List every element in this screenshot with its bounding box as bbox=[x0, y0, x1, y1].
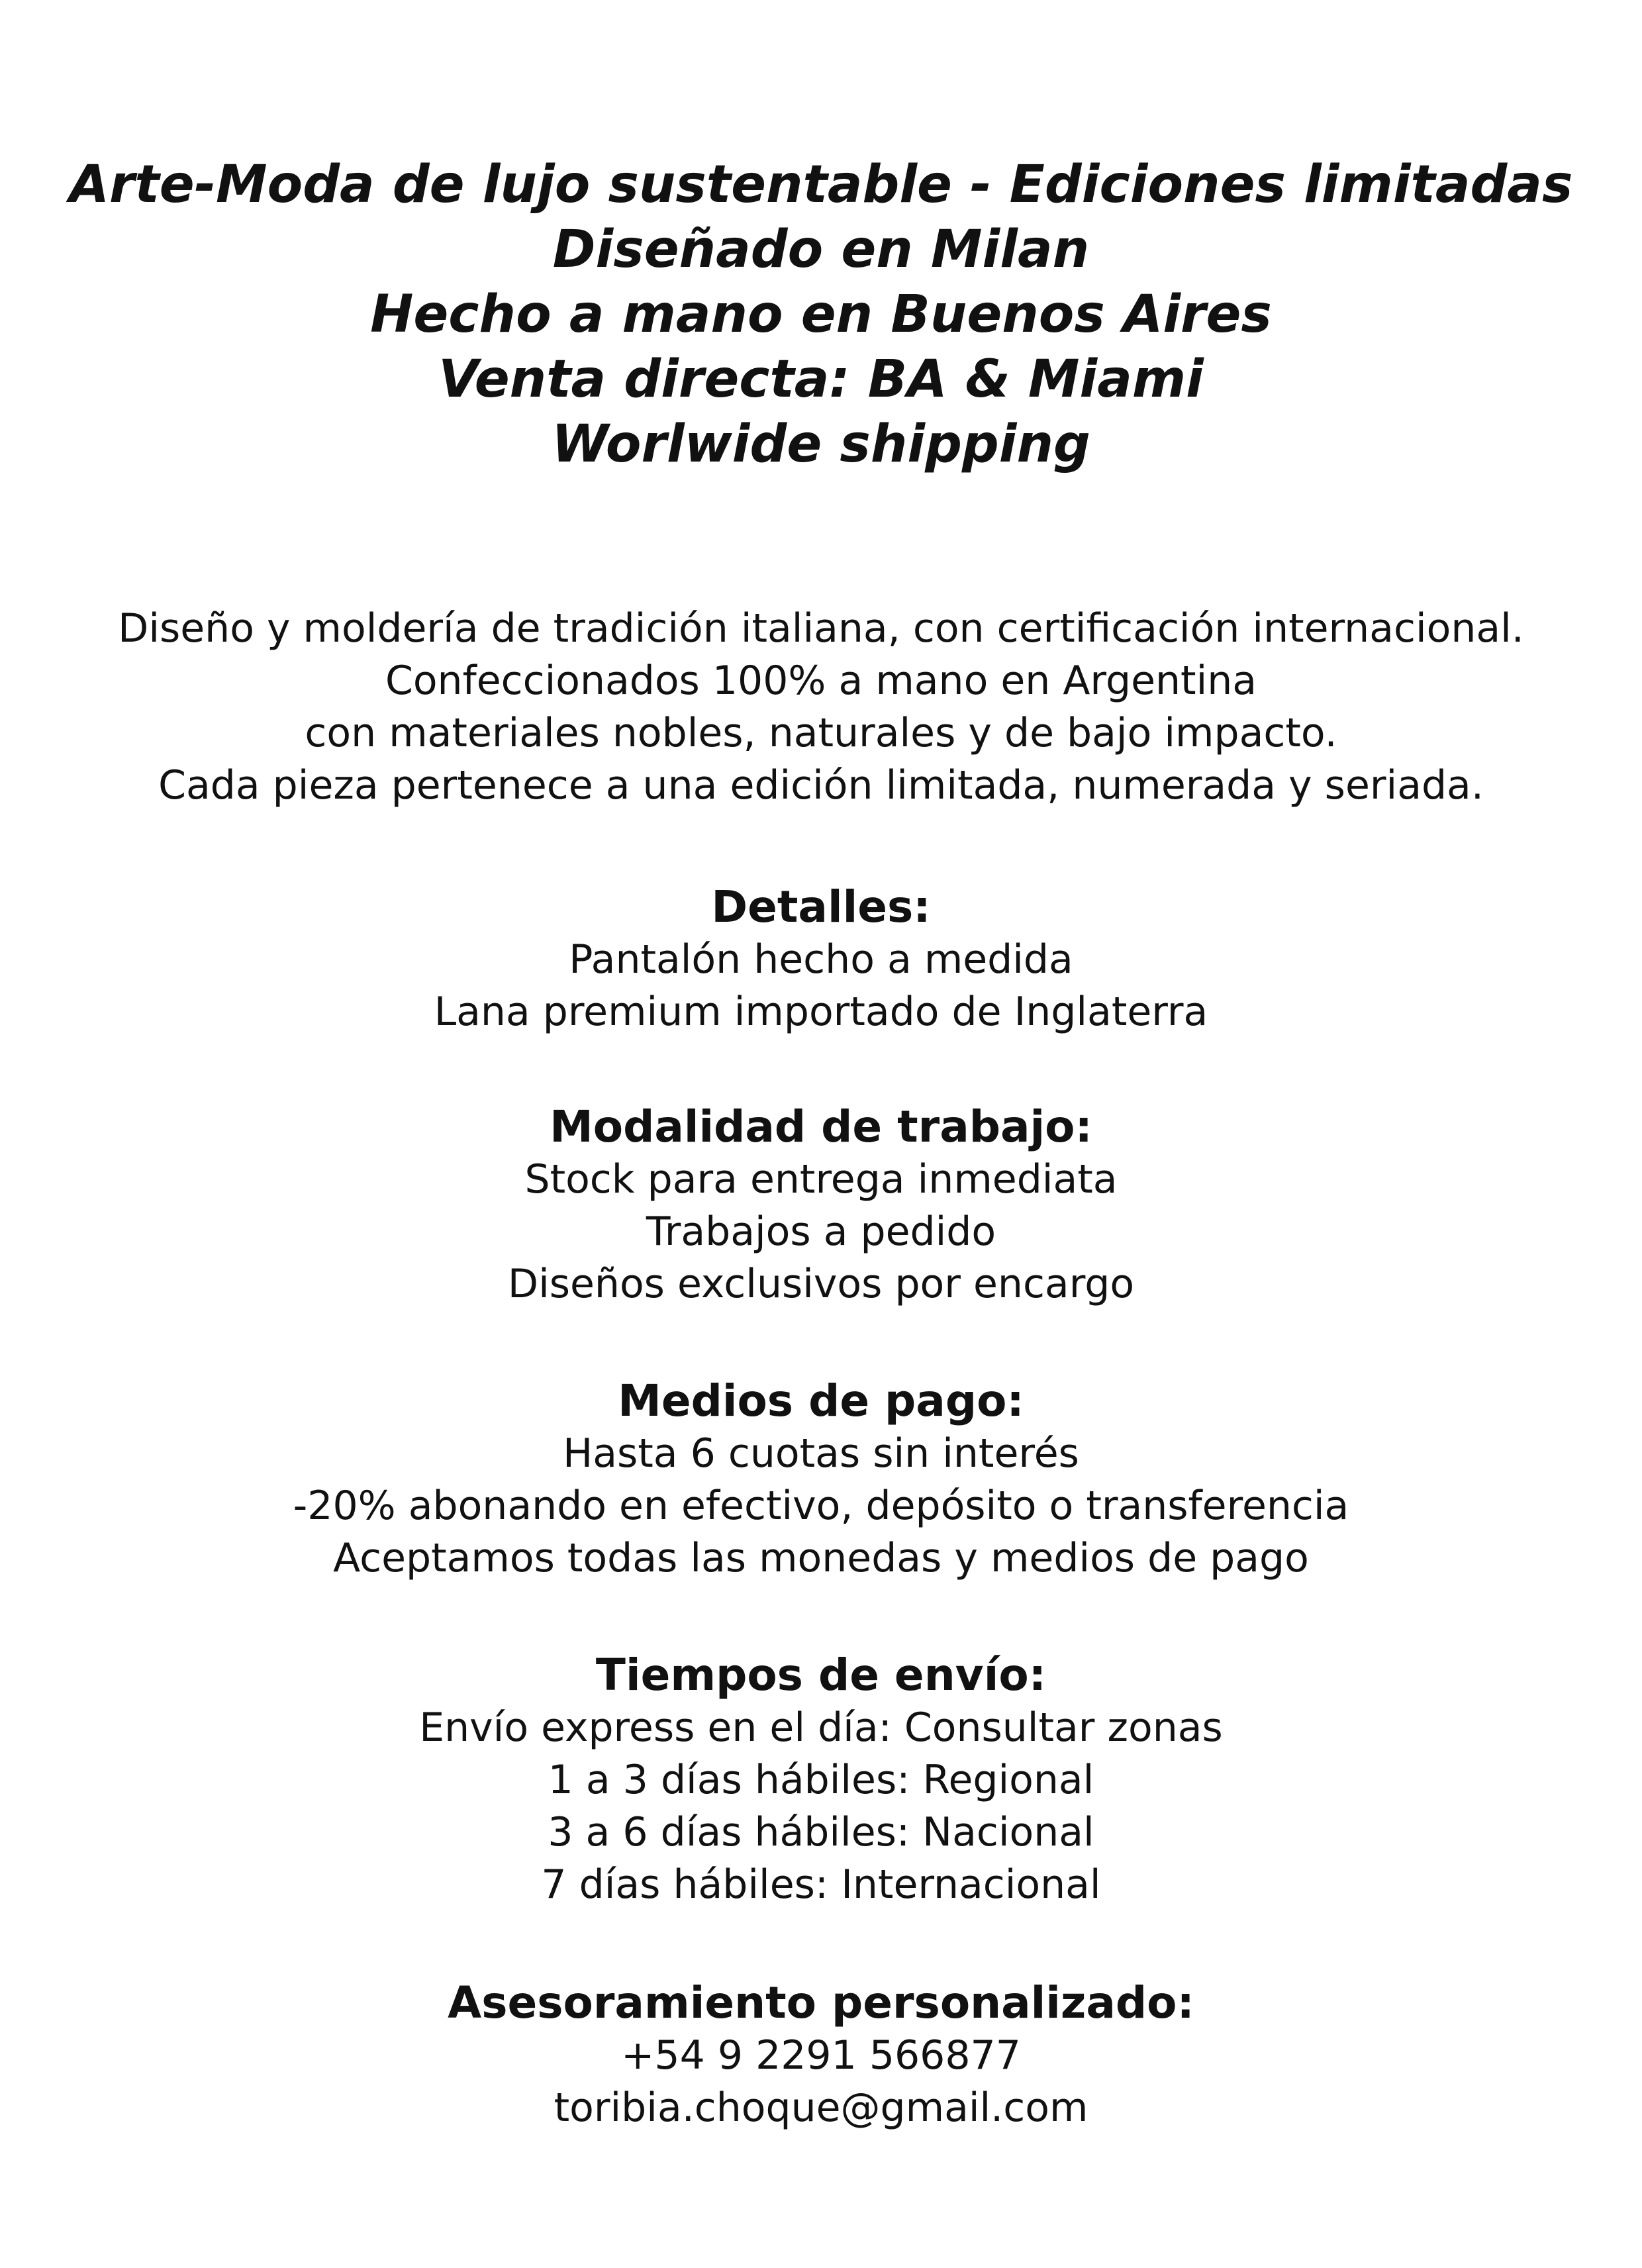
intro-paragraph bbox=[0, 603, 1642, 812]
section-line: Hasta 6 cuotas sin interés bbox=[563, 1430, 1079, 1477]
section-line: 7 días hábiles: Internacional bbox=[541, 1861, 1101, 1908]
section-title: Detalles: bbox=[711, 881, 931, 932]
section-line: Trabajos a pedido bbox=[646, 1208, 996, 1255]
section-title: Tiempos de envío: bbox=[595, 1650, 1047, 1701]
section-detalles bbox=[0, 881, 1642, 1038]
headline-line: Arte-Moda de lujo sustentable - Ediciones limitadas bbox=[69, 155, 1573, 215]
section-line: Pantalón hecho a medida bbox=[569, 936, 1073, 983]
section-line: Aceptamos todas las monedas y medios de pago bbox=[333, 1535, 1309, 1581]
headline-line: Diseñado en Milan bbox=[552, 220, 1090, 279]
headline-line: Worlwide shipping bbox=[552, 415, 1090, 474]
section-medios-de-pago bbox=[0, 1375, 1642, 1585]
intro-line: Confeccionados 100% a mano en Argentina bbox=[385, 658, 1257, 704]
section-modalidad bbox=[0, 1101, 1642, 1310]
section-line: 3 a 6 días hábiles: Nacional bbox=[548, 1809, 1094, 1855]
headline-line: Hecho a mano en Buenos Aires bbox=[370, 285, 1272, 344]
section-line: -20% abonando en efectivo, depósito o transferencia bbox=[293, 1483, 1349, 1529]
intro-line: con materiales nobles, naturales y de bajo impacto. bbox=[305, 710, 1337, 756]
section-line: Lana premium importado de Inglaterra bbox=[434, 989, 1208, 1035]
section-title: Modalidad de trabajo: bbox=[550, 1101, 1092, 1152]
headline-line: Venta directa: BA & Miami bbox=[438, 350, 1204, 409]
contact-phone: +54 9 2291 566877 bbox=[621, 2032, 1021, 2079]
section-line: Diseños exclusivos por encargo bbox=[507, 1261, 1135, 1307]
section-tiempos-de-envio bbox=[0, 1649, 1642, 1911]
section-title: Medios de pago: bbox=[618, 1375, 1024, 1426]
section-title: Asesoramiento personalizado: bbox=[448, 1977, 1194, 2028]
section-line: Stock para entrega inmediata bbox=[524, 1156, 1118, 1203]
section-line: 1 a 3 días hábiles: Regional bbox=[548, 1757, 1094, 1803]
intro-line: Diseño y moldería de tradición italiana, con certificación internacional. bbox=[118, 605, 1524, 652]
headline-block bbox=[0, 152, 1642, 477]
contact-email: toribia.choque@gmail.com bbox=[554, 2085, 1088, 2131]
section-line: Envío express en el día: Consultar zonas bbox=[419, 1704, 1223, 1751]
section-asesoramiento bbox=[0, 1977, 1642, 2134]
intro-line: Cada pieza pertenece a una edición limitada, numerada y seriada. bbox=[158, 762, 1484, 809]
